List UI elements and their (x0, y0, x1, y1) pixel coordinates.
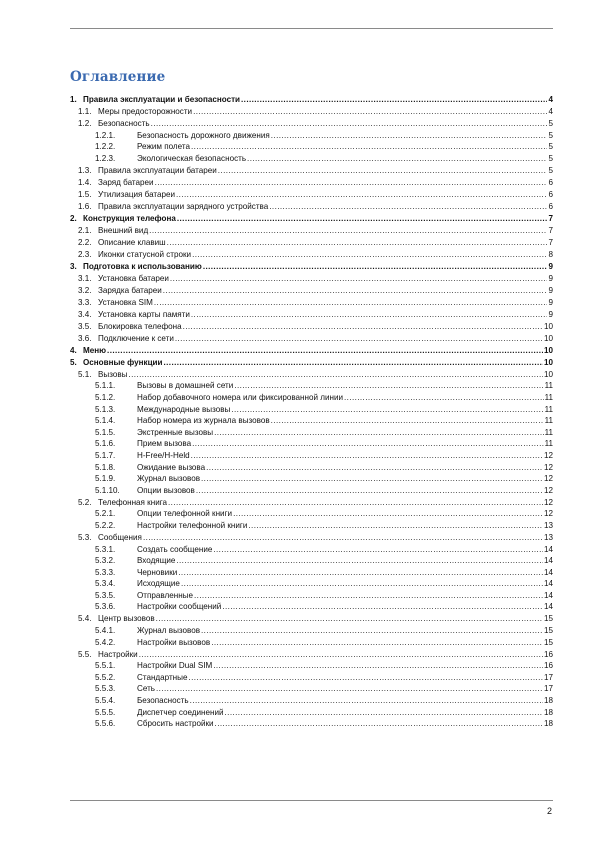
toc-entry-number: 1.5. (78, 189, 92, 199)
toc-entry-page: 11 (544, 392, 553, 402)
toc-entry-title: Сообщения (98, 532, 142, 542)
toc-dot-leader (175, 335, 543, 343)
toc-dot-leader (188, 674, 543, 682)
toc-entry[interactable] (70, 611, 553, 623)
toc-entry-title: Журнал вызовов (137, 626, 201, 636)
toc-entry[interactable] (70, 530, 553, 542)
toc-entry-page: 5 (548, 165, 553, 175)
toc-dot-leader (181, 580, 543, 588)
toc-entry-title: Опции вызовов (137, 485, 195, 495)
toc-entry-title: Сеть (137, 684, 156, 694)
toc-entry[interactable] (70, 670, 553, 682)
toc-entry-page: 8 (548, 249, 553, 259)
toc-entry-number: 3.1. (78, 273, 92, 283)
toc-entry-title: Прием вызова (137, 439, 192, 449)
toc-entry[interactable] (70, 211, 553, 223)
toc-dot-leader (248, 522, 543, 530)
toc-entry-number: 2. (70, 213, 77, 223)
toc-entry-page: 7 (548, 213, 553, 223)
toc-entry-title: Ожидание вызова (137, 462, 206, 472)
toc-dot-leader (191, 143, 548, 151)
toc-entry-page: 10 (543, 357, 553, 367)
toc-entry-page: 12 (543, 462, 553, 472)
toc-entry-page: 16 (543, 649, 553, 659)
toc-entry-title: Безопасность (98, 119, 150, 128)
toc-entry-number: 2.3. (78, 249, 92, 259)
toc-entry-title: Безопасность дорожного движения (137, 130, 270, 140)
toc-dot-leader (233, 510, 543, 518)
toc-entry-title: Конструкция телефона (83, 213, 176, 223)
toc-entry-title: Набор добавочного номера или фиксированной линии (137, 392, 344, 402)
toc-entry-number: 1.3. (78, 165, 92, 175)
toc-entry-number: 3. (70, 261, 77, 271)
toc-entry-page: 9 (548, 309, 553, 319)
toc-entry[interactable] (70, 647, 553, 659)
toc-dot-leader (155, 179, 548, 187)
toc-dot-leader (247, 155, 547, 163)
toc-entry-number: 5.4.1. (95, 626, 116, 636)
toc-entry-page: 14 (543, 602, 553, 612)
toc-entry-title: Безопасность (137, 696, 189, 706)
toc-dot-leader (215, 720, 543, 728)
toc-entry-number: 1.1. (78, 107, 92, 116)
toc-dot-leader (234, 382, 543, 390)
toc-entry-number: 5.5. (78, 649, 92, 659)
toc-entry-page: 17 (543, 684, 553, 694)
toc-entry-page: 13 (543, 532, 553, 542)
toc-dot-leader (194, 592, 543, 600)
toc-entry-title: Правила эксплуатации зарядного устройства (98, 201, 269, 211)
toc-entry-number: 5.3.6. (95, 602, 116, 612)
toc-entry-title: Настройки сообщений (137, 602, 222, 612)
toc-entry[interactable] (70, 390, 553, 402)
toc-entry-title: Центр вызовов (98, 614, 155, 624)
toc-dot-leader (164, 359, 543, 367)
toc-entry-title: Настройки (98, 649, 138, 659)
toc-entry-title: Диспетчер соединений (137, 707, 224, 717)
toc-dot-leader (344, 394, 544, 402)
toc-entry-title: Журнал вызовов (137, 474, 201, 484)
toc-entry-page: 11 (544, 439, 553, 449)
toc-entry-page: 7 (548, 225, 553, 235)
toc-dot-leader (192, 440, 543, 448)
toc-entry-number: 5.3.4. (95, 579, 116, 589)
toc-entry-number: 5.5.3. (95, 684, 116, 694)
toc-dot-leader (206, 464, 543, 472)
toc-entry-number: 5.2.1. (95, 509, 116, 519)
toc-entry-title: Создать сообщение (137, 544, 213, 554)
toc-entry-title: Исходящие (137, 579, 180, 589)
toc-dot-leader (193, 108, 547, 116)
toc-entry-number: 5.5.5. (95, 707, 116, 717)
toc-entry-number: 5.3.3. (95, 567, 116, 577)
toc-entry-number: 1.2.1. (95, 130, 116, 140)
toc-entry-page: 11 (544, 416, 553, 426)
toc-entry[interactable] (70, 448, 553, 460)
toc-dot-leader (201, 475, 543, 483)
toc-entry-page: 9 (548, 273, 553, 283)
toc-entry-number: 5.4.2. (95, 637, 116, 647)
toc-dot-leader (107, 347, 543, 355)
toc-entry-page: 15 (543, 614, 553, 624)
toc-entry-page: 18 (543, 696, 553, 706)
toc-entry-number: 1.2. (78, 119, 92, 128)
toc-entry-page: 12 (543, 497, 553, 507)
toc-entry-number: 5.2.2. (95, 520, 116, 530)
toc-entry-number: 5.1.6. (95, 439, 116, 449)
toc-entry-number: 1.2.2. (95, 142, 116, 152)
toc-entry-number: 2.1. (78, 225, 92, 235)
toc-entry-title: Заряд батареи (98, 177, 154, 187)
page-number: 2 (546, 806, 552, 816)
toc-entry-page: 13 (543, 520, 553, 530)
toc-dot-leader (271, 132, 548, 140)
toc-dot-leader (211, 639, 543, 647)
toc-dot-leader (178, 569, 543, 577)
toc-entry-number: 3.3. (78, 297, 92, 307)
toc-dot-leader (143, 534, 543, 542)
toc-entry[interactable] (70, 495, 553, 507)
toc-entry-number: 5.3.2. (95, 556, 116, 566)
toc-entry-title: Отправленные (137, 590, 193, 600)
toc-entry-page: 9 (548, 285, 553, 295)
toc-entry[interactable] (70, 140, 553, 152)
toc-entry[interactable] (70, 331, 553, 343)
toc-dot-leader (214, 429, 544, 437)
toc-entry[interactable] (70, 259, 553, 271)
toc-dot-leader (271, 417, 544, 425)
toc-entry-title: Экологическая безопасность (137, 153, 247, 163)
toc-dot-leader (163, 287, 548, 295)
toc-dot-leader (190, 697, 543, 705)
toc-entry-title: Экстренные вызовы (137, 427, 214, 437)
toc-dot-leader (196, 487, 543, 495)
toc-entry-title: Настройки Dual SIM (137, 661, 213, 671)
toc-entry-page: 5 (548, 119, 553, 128)
toc-entry-page: 9 (548, 261, 553, 271)
toc-dot-leader (149, 227, 547, 235)
toc-entry-page: 5 (548, 142, 553, 152)
toc-entry-number: 5.4. (78, 614, 92, 624)
toc-entry-number: 5.1.2. (95, 392, 116, 402)
toc-entry-page: 12 (543, 485, 553, 495)
toc-entry-page: 12 (543, 474, 553, 484)
toc-entry-number: 5.1. (78, 369, 92, 379)
toc-entry-title: Международные вызовы (137, 404, 231, 414)
toc-entry-title: Подключение к сети (98, 333, 174, 343)
toc-entry-title: Меры предосторожности (98, 107, 193, 116)
toc-entry-number: 5.1.7. (95, 450, 116, 460)
toc-entry-page: 14 (543, 556, 553, 566)
toc-entry-number: 1.4. (78, 177, 92, 187)
toc-entry-number: 3.6. (78, 333, 92, 343)
toc-entry-page: 14 (543, 590, 553, 600)
toc-entry[interactable] (70, 682, 553, 694)
toc-entry-title: Подготовка к использованию (83, 261, 202, 271)
toc-entry-title: Настройки вызовов (137, 637, 211, 647)
toc-entry[interactable] (70, 116, 553, 128)
toc-entry-title: Основные функции (83, 357, 163, 367)
toc-entry-number: 5.1.1. (95, 381, 116, 391)
toc-entry[interactable] (70, 425, 553, 437)
toc-dot-leader (203, 263, 548, 271)
toc-entry[interactable] (70, 693, 553, 705)
toc-entry-page: 10 (543, 369, 553, 379)
toc-entry-title: Внешний вид (98, 225, 149, 235)
toc-entry-number: 5.2. (78, 497, 92, 507)
toc-entry[interactable] (70, 554, 553, 566)
toc-entry-page: 6 (548, 177, 553, 187)
toc-entry-number: 5.5.6. (95, 719, 116, 729)
header-rule (70, 28, 553, 29)
toc-entry[interactable] (70, 460, 553, 472)
toc-entry[interactable] (70, 483, 553, 495)
toc-entry-page: 4 (548, 107, 553, 116)
toc-entry[interactable] (70, 542, 553, 554)
toc-entry-number: 5.1.5. (95, 427, 116, 437)
toc-entry-number: 5.3. (78, 532, 92, 542)
toc-entry[interactable] (70, 151, 553, 163)
toc-entry[interactable] (70, 104, 553, 116)
toc-entry[interactable] (70, 565, 553, 577)
toc-entry[interactable] (70, 163, 553, 175)
toc-dot-leader (213, 546, 543, 554)
toc-entry-page: 11 (544, 427, 553, 437)
toc-entry[interactable] (70, 659, 553, 671)
toc-entry-title: Режим полета (137, 142, 190, 152)
toc-entry-page: 11 (544, 381, 553, 391)
toc-entry-title: Правила эксплуатации батареи (98, 165, 217, 175)
toc-entry[interactable] (70, 319, 553, 331)
toc-entry-title: Сбросить настройки (137, 719, 214, 729)
toc-entry-title: Описание клавиш (98, 237, 166, 247)
toc-entry[interactable] (70, 199, 553, 211)
toc-entry[interactable] (70, 223, 553, 235)
toc-entry[interactable] (70, 235, 553, 247)
toc-entry[interactable] (70, 379, 553, 391)
toc-entry-page: 9 (548, 297, 553, 307)
toc-entry-number: 5.5.1. (95, 661, 116, 671)
toc-entry[interactable] (70, 623, 553, 635)
toc-entry-title: Меню (83, 345, 107, 355)
toc-entry[interactable] (70, 295, 553, 307)
toc-entry-title: Опции телефонной книги (137, 509, 233, 519)
toc-entry-page: 6 (548, 189, 553, 199)
toc-entry-page: 14 (543, 579, 553, 589)
toc-entry-title: Установка SIM (98, 297, 153, 307)
toc-entry-number: 5.1.8. (95, 462, 116, 472)
toc-entry[interactable] (70, 705, 553, 717)
toc-entry-title: Вызовы (98, 369, 128, 379)
toc-entry[interactable] (70, 283, 553, 295)
toc-dot-leader (218, 167, 548, 175)
toc-entry-title: Иконки статусной строки (98, 249, 192, 259)
toc-entry-page: 5 (548, 130, 553, 140)
toc-entry-title: Правила эксплуатации и безопасности (83, 95, 241, 104)
toc-dot-leader (156, 685, 543, 693)
toc-entry-title: Вызовы в домашней сети (137, 381, 234, 391)
toc-entry[interactable] (70, 343, 553, 355)
toc-dot-leader (191, 311, 548, 319)
toc-entry-number: 5.3.1. (95, 544, 116, 554)
toc-entry-title: Установка карты памяти (98, 309, 190, 319)
toc-entry-page: 12 (543, 450, 553, 460)
toc-entry[interactable] (70, 92, 553, 104)
toc-entry[interactable] (70, 187, 553, 199)
toc-entry[interactable] (70, 717, 553, 729)
toc-dot-leader (151, 120, 548, 128)
toc-entry-number: 5.1.9. (95, 474, 116, 484)
toc-entry-number: 3.4. (78, 309, 92, 319)
toc-entry-number: 5. (70, 357, 77, 367)
toc-entry-page: 10 (543, 321, 553, 331)
toc-entry-title: Стандартные (137, 672, 188, 682)
toc-dot-leader (225, 709, 543, 717)
toc-entry-page: 17 (543, 672, 553, 682)
toc-entry-page: 10 (543, 333, 553, 343)
toc-entry[interactable] (70, 437, 553, 449)
toc-entry[interactable] (70, 271, 553, 283)
toc-entry[interactable] (70, 518, 553, 530)
toc-entry[interactable] (70, 472, 553, 484)
toc-entry-number: 5.5.4. (95, 696, 116, 706)
toc-entry[interactable] (70, 402, 553, 414)
toc-entry-title: Настройки телефонной книги (137, 520, 248, 530)
toc-entry-title: Зарядка батареи (98, 285, 162, 295)
toc-title: Оглавление (70, 69, 166, 85)
toc-entry-number: 2.2. (78, 237, 92, 247)
toc-entry-page: 5 (548, 153, 553, 163)
toc-entry-number: 5.1.4. (95, 416, 116, 426)
toc-entry-page: 7 (548, 237, 553, 247)
toc-entry-page: 18 (543, 719, 553, 729)
toc-dot-leader (176, 557, 543, 565)
toc-entry-number: 5.3.5. (95, 590, 116, 600)
toc-dot-leader (191, 452, 543, 460)
toc-entry-page: 18 (543, 707, 553, 717)
toc-entry[interactable] (70, 577, 553, 589)
toc-entry-number: 1. (70, 95, 77, 104)
toc-dot-leader (177, 215, 548, 223)
toc-entry-page: 15 (543, 626, 553, 636)
toc-entry[interactable] (70, 247, 553, 259)
toc-entry[interactable] (70, 175, 553, 187)
toc-entry[interactable] (70, 588, 553, 600)
toc-entry-page: 12 (543, 509, 553, 519)
toc-dot-leader (269, 203, 547, 211)
toc-entry-page: 14 (543, 567, 553, 577)
toc-entry[interactable] (70, 128, 553, 140)
toc-entry[interactable] (70, 367, 553, 379)
toc-dot-leader (192, 251, 547, 259)
toc-entry[interactable] (70, 635, 553, 647)
toc-dot-leader (176, 191, 547, 199)
toc-dot-leader (139, 651, 543, 659)
toc-entry-number: 5.5.2. (95, 672, 116, 682)
toc-dot-leader (154, 299, 548, 307)
toc-entry-number: 1.6. (78, 201, 92, 211)
toc-dot-leader (167, 239, 548, 247)
toc-dot-leader (168, 499, 543, 507)
toc-entry-title: Телефонная книга (98, 497, 167, 507)
toc-entry-page: 11 (544, 404, 553, 414)
toc-entry-number: 3.2. (78, 285, 92, 295)
toc-entry-number: 5.1.3. (95, 404, 116, 414)
toc-entry-page: 15 (543, 637, 553, 647)
toc-entry-page: 10 (543, 345, 553, 355)
toc-entry-page: 4 (548, 95, 553, 104)
toc-entry[interactable] (70, 507, 553, 519)
toc-entry-number: 3.5. (78, 321, 92, 331)
footer-rule (70, 800, 553, 801)
toc-dot-leader (231, 406, 543, 414)
toc-entry-title: Входящие (137, 556, 176, 566)
toc-entry-title: Набор номера из журнала вызовов (137, 416, 270, 426)
table-of-contents (70, 92, 553, 728)
toc-entry-page: 14 (543, 544, 553, 554)
toc-dot-leader (183, 323, 543, 331)
toc-entry-title: Утилизация батареи (98, 189, 176, 199)
toc-entry[interactable] (70, 414, 553, 426)
toc-entry-title: Установка батареи (98, 273, 169, 283)
toc-entry-number: 4. (70, 345, 77, 355)
toc-dot-leader (170, 275, 548, 283)
toc-entry-title: H-Free/H-Held (137, 450, 190, 460)
toc-entry-number: 5.1.10. (95, 485, 120, 495)
toc-entry[interactable] (70, 307, 553, 319)
toc-entry-number: 1.2.3. (95, 153, 116, 163)
toc-entry-page: 6 (548, 201, 553, 211)
toc-dot-leader (241, 96, 547, 104)
toc-dot-leader (128, 371, 543, 379)
toc-dot-leader (156, 615, 543, 623)
toc-dot-leader (222, 603, 543, 611)
toc-entry-title: Блокировка телефона (98, 321, 182, 331)
toc-entry[interactable] (70, 600, 553, 612)
toc-dot-leader (213, 662, 543, 670)
toc-entry[interactable] (70, 355, 553, 367)
toc-entry-page: 16 (543, 661, 553, 671)
toc-entry-title: Черновики (137, 567, 178, 577)
toc-dot-leader (201, 627, 543, 635)
